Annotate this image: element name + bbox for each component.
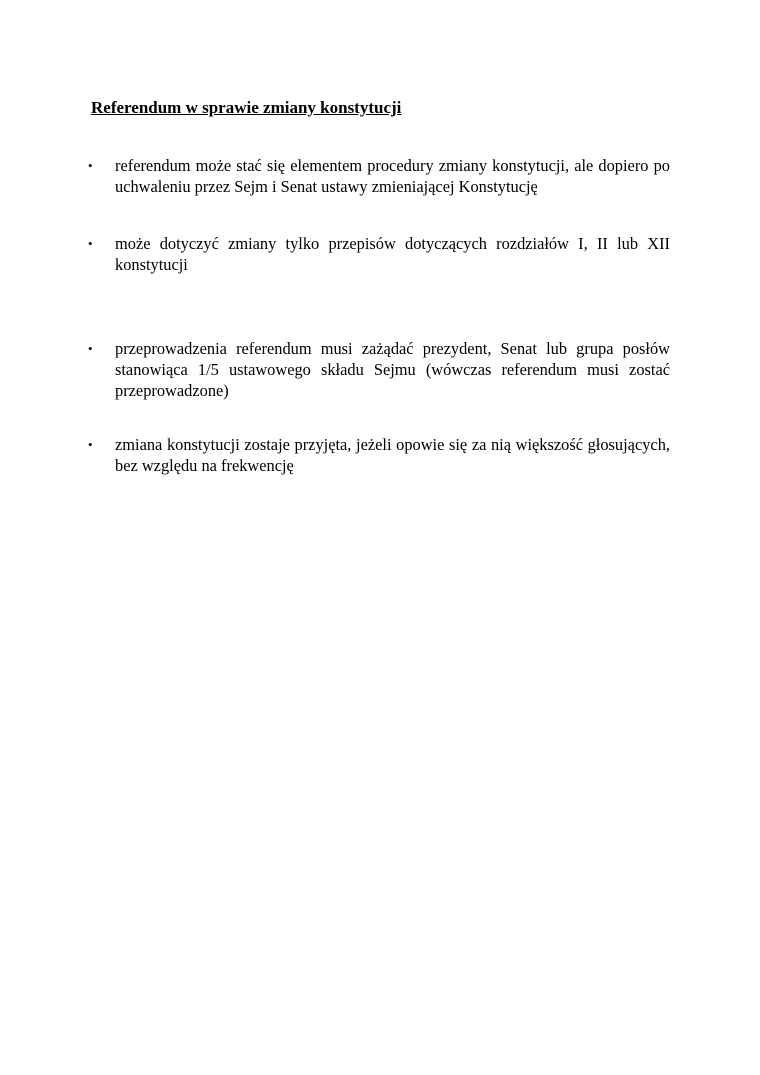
list-item-text: zmiana konstytucji zostaje przyjęta, jeżeli opowie się za nią większość głosujących, bez względu na frekwencję: [115, 435, 670, 475]
list-item-text: może dotyczyć zmiany tylko przepisów dotyczących rozdziałów I, II lub XII konstytucji: [115, 234, 670, 274]
list-item-text: referendum może stać się elementem procedury zmiany konstytucji, ale dopiero po uchwaleniu przez Sejm i Senat ustawy zmieniającej Konstytucję: [115, 156, 670, 196]
bullet-icon: •: [88, 236, 93, 251]
list-item: [88, 338, 670, 401]
bullet-icon: •: [88, 437, 93, 452]
list-item: [88, 434, 670, 476]
list-item-text: przeprowadzenia referendum musi zażądać prezydent, Senat lub grupa posłów stanowiąca 1/5 ustawowego składu Sejmu (wówczas referendum musi zostać przeprowadzone): [115, 339, 670, 400]
list-item: [88, 233, 670, 275]
list-item: [88, 155, 670, 197]
bullet-icon: •: [88, 341, 93, 356]
bullet-icon: •: [88, 158, 93, 173]
document-title: Referendum w sprawie zmiany konstytucji: [91, 98, 402, 117]
